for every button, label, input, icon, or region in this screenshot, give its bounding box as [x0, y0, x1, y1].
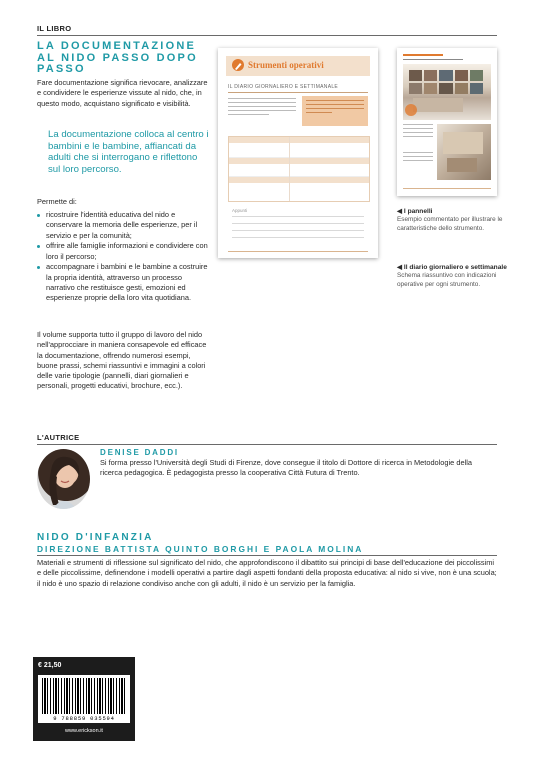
author-bio: Si forma presso l'Università degli Studi di Firenze, dove consegue il titolo di Dottore di ricerca in Metodologie della ricerca pedagogica. È pedagogista presso la cooperativa Città Futura di Trento.	[100, 458, 472, 478]
text-block	[228, 98, 296, 118]
book-closing: Il volume supporta tutto il gruppo di lavoro del nido nell'approcciare in maniera consapevole ed efficace la documentazione, offrendo numerosi esempi, buone prassi, schemi riassuntivi e immagini a colori delle varie tipologie (pannelli, diari giornalieri e personali, progetti educativi, brochure, ecc.).	[37, 330, 207, 391]
list-item: ricostruire l'identità educativa del nido e conservare la memoria delle esperienze, per il servizio e per la comunità;	[37, 210, 211, 241]
section-label-author: L'AUTRICE	[37, 433, 80, 442]
price-label: € 21,50	[38, 662, 62, 669]
preview-page-diario	[218, 48, 378, 258]
avatar	[37, 449, 90, 509]
section-label-book: IL LIBRO	[37, 24, 72, 33]
table-schema	[228, 136, 370, 202]
banner-title: Strumenti operativi	[248, 60, 324, 70]
book-intro: Fare documentazione significa rievocare, analizzare e condividere le esperienze vissute al nido, che, in questo modo, acquistano significato e visibilità.	[37, 78, 208, 108]
orange-note-box	[302, 96, 368, 126]
isbn-digits: 9 788859 035594	[53, 715, 115, 722]
notes-label: Appunti	[232, 208, 248, 213]
preview-page-pannelli	[397, 48, 497, 196]
caption-pannelli	[397, 207, 507, 233]
section-rule	[37, 35, 497, 36]
photo-panel	[437, 124, 491, 180]
footer-rule	[228, 251, 368, 252]
caption-title: ◀ Il diario giornaliero e settimanale	[397, 264, 507, 271]
text-block	[403, 152, 433, 164]
divider	[228, 92, 368, 93]
caption-diario	[397, 263, 507, 289]
series-description: Materiali e strumenti di riflessione sul significato del nido, che approfondiscono il dibattito sui principi di base dell'educazione dei piccolissimi e delle piccolissime, definendone i modelli operativi a partire dagli aspetti fondanti della proposta educativa: al nido si vive, non è una scuola; il nido è uno spazio di relazione condiviso anche con gli adulti, il nido è un servizio per la famiglia.	[37, 558, 497, 588]
caption-text: Esempio commentato per illustrare le caratteristiche dello strumento.	[397, 216, 503, 232]
series-direction: DIREZIONE BATTISTA QUINTO BORGHI E PAOLA MOLINA	[37, 544, 364, 554]
pencil-icon	[232, 59, 244, 71]
list-item: offrire alle famiglie informazioni e condividere con loro il percorso;	[37, 241, 211, 262]
series-name: NIDO D'INFANZIA	[37, 532, 154, 543]
list-item: accompagnare i bambini e le bambine a costruire la propria identità, attraverso un processo narrativo che restituisce gesti, emozioni ed esperienze proprie della loro vita quotidiana.	[37, 262, 211, 303]
caption-title: ◀ I pannelli	[397, 208, 433, 215]
book-highlight: La documentazione colloca al centro i bambini e le bambine, affiancati da adulti che si interrogano e riflettono sul loro percorso.	[48, 129, 209, 175]
header-bar	[403, 54, 443, 56]
barcode-bars	[42, 678, 126, 714]
caption-text: Schema riassuntivo con indicazioni operative per ogni strumento.	[397, 272, 497, 288]
book-title-line: LA DOCUMENTAZIONE	[37, 40, 197, 52]
website-link[interactable]: www.erickson.it	[65, 728, 103, 734]
book-title-line: AL NIDO PASSO DOPO	[37, 51, 198, 64]
book-title-line: PASSO	[37, 63, 86, 75]
author-name: DENISE DADDI	[100, 448, 179, 457]
notes-lines	[232, 216, 364, 244]
text-block	[403, 124, 433, 140]
footer-rule	[403, 188, 491, 189]
book-bullets	[37, 210, 211, 304]
book-title	[37, 41, 217, 76]
barcode-box	[33, 657, 135, 741]
header-line	[403, 59, 463, 60]
page-heading: IL DIARIO GIORNALIERO E SETTIMANALE	[228, 84, 339, 90]
permits-label: Permette di:	[37, 197, 77, 206]
section-rule	[37, 555, 497, 556]
photo-panel	[403, 64, 491, 120]
barcode	[38, 675, 130, 723]
section-rule	[37, 444, 497, 445]
